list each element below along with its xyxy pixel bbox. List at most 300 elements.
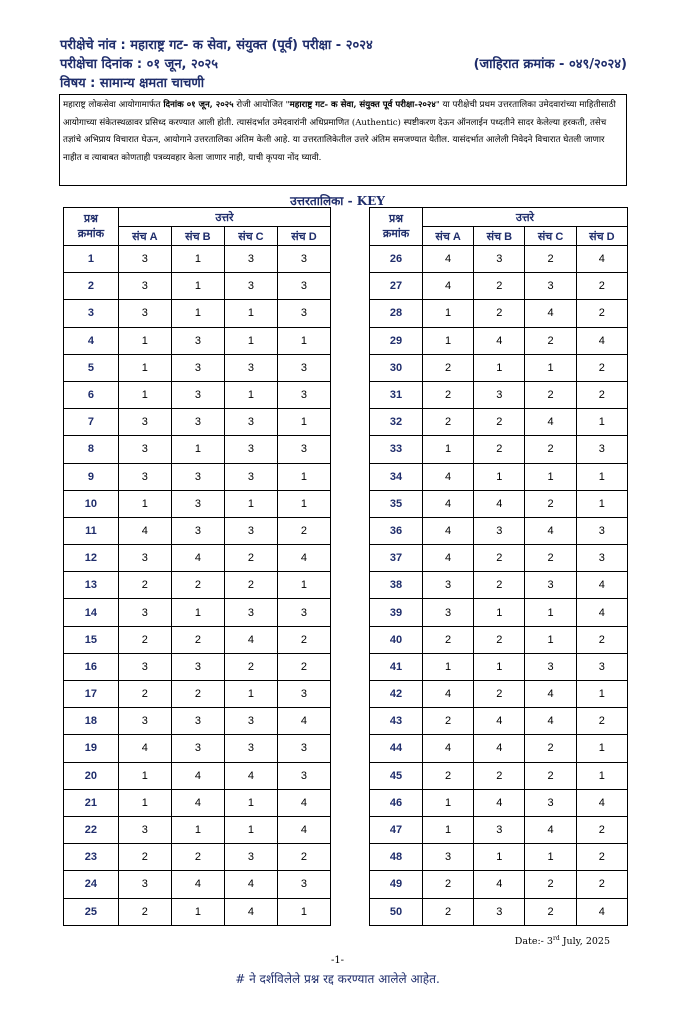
table-row: [370, 816, 628, 843]
answer-cell: 2: [171, 844, 224, 871]
answer-cell: 4: [277, 545, 330, 572]
answer-cell: 3: [224, 599, 277, 626]
answer-cell: 1: [423, 789, 474, 816]
set-d-header: संच D: [576, 227, 627, 246]
question-number-cell: 13: [64, 572, 119, 599]
answer-cell: 4: [474, 327, 525, 354]
table-row: [370, 545, 628, 572]
answer-cell: 4: [423, 545, 474, 572]
question-number-cell: 38: [370, 572, 423, 599]
answer-cell: 3: [277, 762, 330, 789]
set-c-header: संच C: [525, 227, 576, 246]
answer-cell: 1: [118, 490, 171, 517]
answer-cell: 1: [171, 273, 224, 300]
question-number-cell: 42: [370, 681, 423, 708]
table-row: [64, 409, 331, 436]
answer-cell: 4: [525, 300, 576, 327]
answer-cell: 3: [474, 517, 525, 544]
answer-cell: 4: [474, 708, 525, 735]
answer-cell: 1: [423, 300, 474, 327]
answer-cell: 4: [171, 545, 224, 572]
answer-cell: 4: [576, 246, 627, 273]
answer-cell: 3: [171, 735, 224, 762]
answer-cell: 2: [474, 436, 525, 463]
answer-cell: 2: [171, 572, 224, 599]
answer-cell: 1: [576, 681, 627, 708]
table-row: [64, 545, 331, 572]
question-number-cell: 33: [370, 436, 423, 463]
table-row: [370, 681, 628, 708]
answer-cell: 3: [224, 708, 277, 735]
answer-cell: 4: [576, 789, 627, 816]
answer-cell: 4: [277, 816, 330, 843]
notice-bold-exam: महाराष्ट्र गट- क सेवा, संयुक्त पूर्व परीक्षा-२०२४: [289, 100, 436, 110]
question-number-cell: 9: [64, 463, 119, 490]
answer-cell: 2: [576, 354, 627, 381]
answer-cell: 1: [118, 762, 171, 789]
answer-cell: 4: [224, 871, 277, 898]
answer-cell: 3: [525, 789, 576, 816]
answer-cell: 4: [525, 816, 576, 843]
question-number-cell: 3: [64, 300, 119, 327]
answer-cell: 3: [525, 572, 576, 599]
answer-cell: 1: [277, 490, 330, 517]
table-row: [370, 871, 628, 898]
answer-cell: 1: [224, 381, 277, 408]
answer-cell: 2: [474, 762, 525, 789]
table-row: [370, 381, 628, 408]
date-text: Date:- 3: [514, 936, 553, 948]
notice-text-1: महाराष्ट्र लोकसेवा आयोगामार्फत: [63, 100, 161, 110]
answer-cell: 4: [118, 735, 171, 762]
answer-cell: 2: [576, 273, 627, 300]
answer-cell: 1: [277, 572, 330, 599]
question-number-cell: 50: [370, 898, 423, 925]
table-row: [370, 735, 628, 762]
answer-cell: 3: [277, 436, 330, 463]
answers-header: उत्तरे: [118, 208, 330, 227]
question-number-cell: 16: [64, 653, 119, 680]
table-row: [370, 327, 628, 354]
question-number-cell: 19: [64, 735, 119, 762]
answer-cell: 3: [224, 844, 277, 871]
answer-cell: 1: [576, 409, 627, 436]
table-row: [64, 300, 331, 327]
answer-cell: 3: [525, 653, 576, 680]
question-number-cell: 15: [64, 626, 119, 653]
answer-cell: 4: [423, 681, 474, 708]
footnote: # ने दर्शविलेले प्रश्न रद्द करण्यात आलेले आहेत.: [235, 972, 440, 986]
answer-cell: 4: [423, 490, 474, 517]
table-row: [370, 789, 628, 816]
question-number-cell: 22: [64, 816, 119, 843]
answer-cell: 4: [525, 708, 576, 735]
answer-cell: 1: [576, 735, 627, 762]
answer-cell: 2: [576, 816, 627, 843]
answer-cell: 1: [224, 490, 277, 517]
answer-cell: 1: [277, 463, 330, 490]
answer-cell: 4: [474, 490, 525, 517]
question-number-cell: 23: [64, 844, 119, 871]
question-number-cell: 32: [370, 409, 423, 436]
answer-cell: 3: [171, 409, 224, 436]
answer-cell: 2: [118, 844, 171, 871]
answer-cell: 4: [224, 762, 277, 789]
date-sup: rd: [552, 935, 560, 942]
question-number-cell: 12: [64, 545, 119, 572]
answer-cell: 1: [423, 436, 474, 463]
question-number-cell: 47: [370, 816, 423, 843]
answer-cell: 1: [474, 844, 525, 871]
answer-cell: 3: [118, 273, 171, 300]
answer-cell: 1: [224, 300, 277, 327]
answer-cell: 2: [423, 708, 474, 735]
table-row: [370, 762, 628, 789]
answer-cell: 1: [277, 409, 330, 436]
answer-cell: 2: [423, 898, 474, 925]
question-number-cell: 24: [64, 871, 119, 898]
answer-cell: 4: [277, 708, 330, 735]
answer-cell: 1: [576, 762, 627, 789]
answer-cell: 2: [474, 545, 525, 572]
answer-cell: 4: [118, 517, 171, 544]
table-row: [370, 898, 628, 925]
subject-value: सामान्य क्षमता चाचणी: [99, 76, 205, 91]
answer-cell: 3: [224, 463, 277, 490]
answer-cell: 2: [423, 871, 474, 898]
answer-cell: 4: [576, 898, 627, 925]
question-number-cell: 26: [370, 246, 423, 273]
answer-cell: 3: [224, 735, 277, 762]
set-d-header: संच D: [277, 227, 330, 246]
answer-cell: 1: [171, 436, 224, 463]
table-row: [370, 273, 628, 300]
table-row: [370, 246, 628, 273]
answer-cell: 1: [423, 327, 474, 354]
date-label: परीक्षेचा दिनांक :: [60, 57, 143, 72]
question-number-cell: 5: [64, 354, 119, 381]
answer-cell: 4: [171, 762, 224, 789]
answer-cell: 1: [576, 463, 627, 490]
answer-cell: 4: [171, 789, 224, 816]
answer-cell: 3: [474, 246, 525, 273]
question-number-header: [370, 208, 423, 246]
answer-cell: 3: [118, 463, 171, 490]
question-number-cell: 25: [64, 898, 119, 925]
answer-cell: 3: [171, 653, 224, 680]
answer-cell: 3: [576, 545, 627, 572]
answer-cell: 3: [118, 436, 171, 463]
question-number-cell: 48: [370, 844, 423, 871]
notice-box: [59, 94, 627, 186]
answer-cell: 1: [171, 599, 224, 626]
table-row: [64, 816, 331, 843]
answer-cell: 1: [576, 490, 627, 517]
answer-cell: 1: [525, 626, 576, 653]
table-row: [64, 246, 331, 273]
answer-cell: 2: [423, 354, 474, 381]
answer-cell: 1: [277, 898, 330, 925]
set-b-header: संच B: [171, 227, 224, 246]
answer-cell: 1: [474, 599, 525, 626]
answer-cell: 3: [277, 273, 330, 300]
answer-cell: 2: [525, 436, 576, 463]
answer-cell: 3: [474, 898, 525, 925]
subject-line: [60, 73, 204, 91]
answer-cell: 2: [525, 545, 576, 572]
answer-cell: 1: [423, 653, 474, 680]
date-value: ०१ जून, २०२५: [146, 57, 219, 72]
answer-cell: 3: [118, 816, 171, 843]
answer-cell: 3: [171, 463, 224, 490]
table-row: [64, 354, 331, 381]
table-row: [370, 708, 628, 735]
question-number-cell: 46: [370, 789, 423, 816]
table-row: [370, 409, 628, 436]
table-row: [64, 517, 331, 544]
answer-cell: 3: [423, 599, 474, 626]
question-number-cell: 17: [64, 681, 119, 708]
table-row: [64, 463, 331, 490]
answer-cell: 1: [171, 246, 224, 273]
answer-cell: 4: [525, 409, 576, 436]
table-row: [64, 898, 331, 925]
answer-cell: 2: [525, 762, 576, 789]
answer-cell: 4: [423, 517, 474, 544]
set-c-header: संच C: [224, 227, 277, 246]
question-number-cell: 39: [370, 599, 423, 626]
exam-name-line: [60, 35, 373, 53]
question-number-cell: 4: [64, 327, 119, 354]
table-row: [370, 463, 628, 490]
answer-cell: 2: [224, 653, 277, 680]
answer-cell: 2: [576, 626, 627, 653]
answer-cell: 3: [576, 653, 627, 680]
question-number-cell: 37: [370, 545, 423, 572]
table-row: [370, 300, 628, 327]
answer-cell: 4: [576, 327, 627, 354]
answer-cell: 3: [224, 436, 277, 463]
q-header-line2: क्रमांक: [77, 227, 105, 240]
answer-cell: 2: [224, 572, 277, 599]
set-a-header: संच A: [118, 227, 171, 246]
answer-cell: 3: [224, 273, 277, 300]
release-date: [515, 935, 610, 947]
answer-cell: 4: [423, 246, 474, 273]
answer-cell: 4: [224, 626, 277, 653]
answer-cell: 1: [474, 354, 525, 381]
set-b-header: संच B: [474, 227, 525, 246]
answer-cell: 4: [171, 871, 224, 898]
answer-cell: 3: [118, 300, 171, 327]
answer-cell: 2: [525, 735, 576, 762]
answer-cell: 3: [171, 381, 224, 408]
answer-cell: 3: [277, 871, 330, 898]
q-header-line1: प्रश्न: [388, 212, 404, 225]
answer-cell: 2: [525, 898, 576, 925]
answer-cell: 2: [525, 381, 576, 408]
question-number-cell: 44: [370, 735, 423, 762]
question-number-cell: 49: [370, 871, 423, 898]
table-row: [64, 599, 331, 626]
answer-cell: 3: [277, 354, 330, 381]
answer-cell: 2: [474, 626, 525, 653]
table-row: [64, 681, 331, 708]
answer-cell: 1: [171, 816, 224, 843]
table-row: [64, 762, 331, 789]
table-row: [64, 789, 331, 816]
answer-cell: 1: [118, 354, 171, 381]
answer-cell: 2: [576, 381, 627, 408]
answer-cell: 2: [576, 300, 627, 327]
answer-cell: 2: [423, 381, 474, 408]
answer-cell: 1: [224, 681, 277, 708]
answer-cell: 3: [118, 246, 171, 273]
answer-cell: 2: [171, 681, 224, 708]
table-row: [64, 381, 331, 408]
question-number-cell: 14: [64, 599, 119, 626]
question-number-cell: 7: [64, 409, 119, 436]
question-number-cell: 43: [370, 708, 423, 735]
answer-cell: 2: [576, 871, 627, 898]
question-number-cell: 30: [370, 354, 423, 381]
notice-bold-date: दिनांक ०१ जून, २०२५: [163, 100, 234, 110]
answer-cell: 2: [118, 572, 171, 599]
answer-cell: 1: [525, 354, 576, 381]
answer-cell: 3: [224, 354, 277, 381]
table-row: [64, 273, 331, 300]
question-number-cell: 27: [370, 273, 423, 300]
answer-cell: 2: [474, 300, 525, 327]
answer-cell: 2: [474, 273, 525, 300]
answer-cell: 2: [118, 626, 171, 653]
answer-cell: 3: [118, 545, 171, 572]
answer-cell: 1: [224, 816, 277, 843]
table-row: [64, 844, 331, 871]
answer-cell: 3: [118, 871, 171, 898]
answer-cell: 2: [171, 626, 224, 653]
answer-cell: 1: [224, 327, 277, 354]
table-row: [64, 735, 331, 762]
q-header-line2: क्रमांक: [382, 227, 410, 240]
table-row: [64, 490, 331, 517]
question-number-cell: 35: [370, 490, 423, 517]
answer-cell: 3: [277, 681, 330, 708]
answer-cell: 2: [525, 327, 576, 354]
question-number-header: [64, 208, 119, 246]
answer-cell: 3: [171, 354, 224, 381]
answer-key-table-right: [369, 207, 628, 926]
answer-cell: 2: [118, 898, 171, 925]
answer-cell: 3: [171, 327, 224, 354]
question-number-cell: 18: [64, 708, 119, 735]
answer-cell: 2: [277, 844, 330, 871]
answer-cell: 1: [474, 463, 525, 490]
answer-cell: 1: [474, 653, 525, 680]
question-number-cell: 1: [64, 246, 119, 273]
answer-cell: 1: [277, 327, 330, 354]
answer-cell: 3: [118, 599, 171, 626]
answer-cell: 2: [423, 626, 474, 653]
question-number-cell: 2: [64, 273, 119, 300]
answer-cell: 3: [277, 381, 330, 408]
answer-cell: 3: [224, 409, 277, 436]
table-row: [370, 626, 628, 653]
date-rest: July, 2025: [559, 936, 610, 948]
answers-header: उत्तरे: [423, 208, 628, 227]
question-number-cell: 6: [64, 381, 119, 408]
answer-cell: 2: [277, 626, 330, 653]
answer-cell: 2: [423, 762, 474, 789]
page-number: -1-: [330, 955, 345, 966]
key-title: उत्तरतालिका - KEY: [290, 194, 385, 208]
answer-cell: 2: [525, 871, 576, 898]
exam-name: महाराष्ट्र गट- क सेवा, संयुक्त (पूर्व) परीक्षा - २०२४: [130, 38, 373, 53]
answer-cell: 2: [423, 409, 474, 436]
table-row: [64, 572, 331, 599]
table-row: [370, 599, 628, 626]
table-row: [64, 626, 331, 653]
answer-cell: 4: [423, 735, 474, 762]
table-row: [64, 653, 331, 680]
question-number-cell: 10: [64, 490, 119, 517]
answer-cell: 1: [224, 789, 277, 816]
answer-cell: 4: [576, 599, 627, 626]
answer-cell: 1: [171, 300, 224, 327]
question-number-cell: 45: [370, 762, 423, 789]
answer-cell: 2: [525, 246, 576, 273]
answer-cell: 2: [277, 517, 330, 544]
answer-cell: 3: [423, 844, 474, 871]
answer-cell: 3: [118, 653, 171, 680]
answer-cell: 3: [171, 490, 224, 517]
answer-cell: 4: [525, 681, 576, 708]
question-number-cell: 20: [64, 762, 119, 789]
answer-cell: 3: [474, 816, 525, 843]
question-number-cell: 36: [370, 517, 423, 544]
answer-cell: 2: [474, 409, 525, 436]
answer-cell: 1: [525, 844, 576, 871]
answer-cell: 3: [118, 708, 171, 735]
answer-cell: 1: [118, 789, 171, 816]
question-number-cell: 34: [370, 463, 423, 490]
table-row: [370, 572, 628, 599]
answer-cell: 3: [277, 735, 330, 762]
question-number-cell: 31: [370, 381, 423, 408]
answer-cell: 4: [423, 463, 474, 490]
answer-cell: 2: [474, 572, 525, 599]
table-row: [370, 844, 628, 871]
answer-cell: 1: [525, 599, 576, 626]
exam-date-line: [60, 54, 218, 72]
table-row: [370, 653, 628, 680]
answer-cell: 4: [474, 789, 525, 816]
question-number-cell: 8: [64, 436, 119, 463]
answer-cell: 4: [525, 517, 576, 544]
set-a-header: संच A: [423, 227, 474, 246]
answer-cell: 1: [171, 898, 224, 925]
table-row: [370, 517, 628, 544]
answer-cell: 3: [576, 517, 627, 544]
table-row: [64, 708, 331, 735]
answer-cell: 2: [224, 545, 277, 572]
table-row: [64, 436, 331, 463]
answer-cell: 3: [118, 409, 171, 436]
q-header-line1: प्रश्न: [83, 212, 98, 225]
answer-cell: 3: [224, 246, 277, 273]
answer-cell: 1: [525, 463, 576, 490]
notice-text-2: रोजी आयोजित ": [236, 100, 290, 110]
